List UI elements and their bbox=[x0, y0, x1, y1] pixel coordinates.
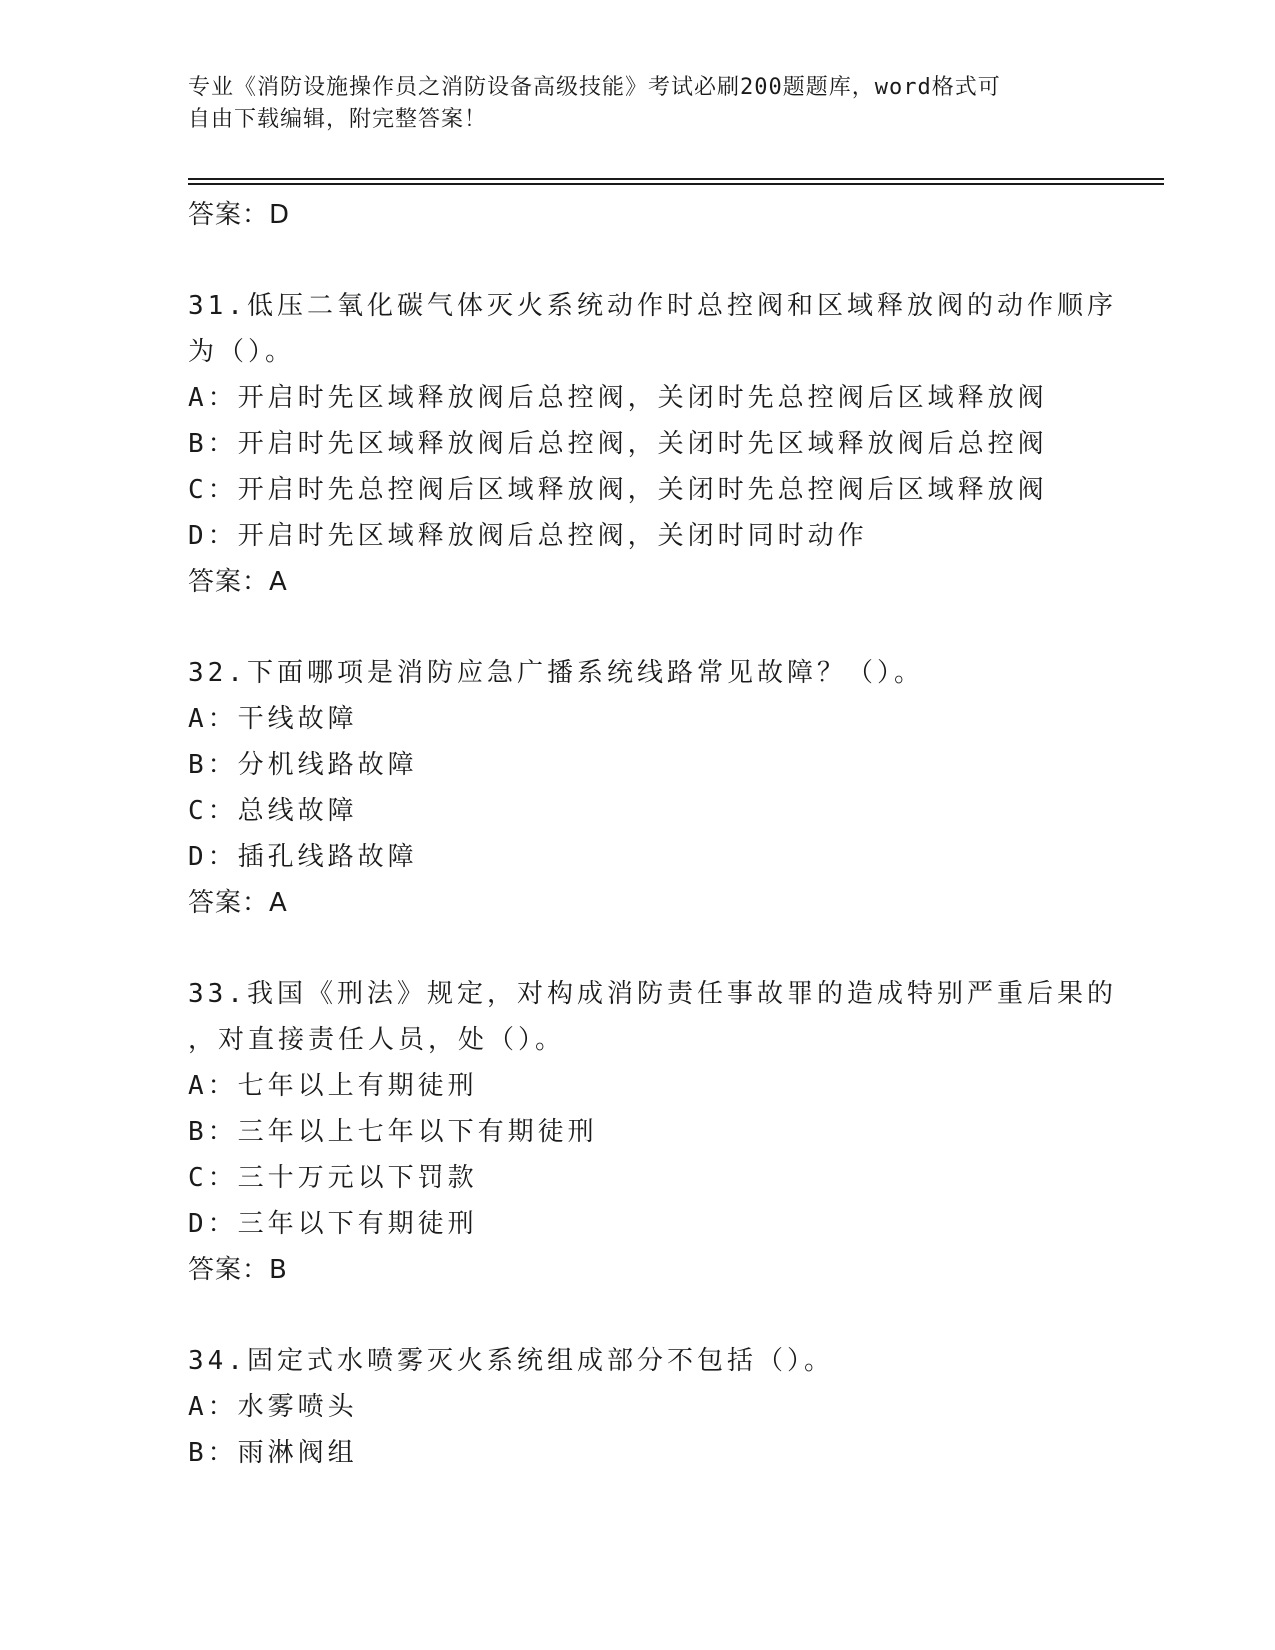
header-divider-top bbox=[188, 178, 1164, 180]
option-a: A：水雾喷头 bbox=[188, 1392, 358, 1422]
option-d: D：三年以下有期徒刑 bbox=[188, 1209, 478, 1239]
option-a: A：七年以上有期徒刑 bbox=[188, 1071, 478, 1101]
question-block bbox=[188, 283, 1138, 605]
question-stem: 为（）。 bbox=[188, 337, 296, 367]
spacer bbox=[188, 605, 1138, 650]
option-b: B：开启时先区域释放阀后总控阀，关闭时先区域释放阀后总控阀 bbox=[188, 429, 1048, 459]
question-stem: 34.固定式水喷雾灭火系统组成部分不包括（）。 bbox=[188, 1346, 834, 1376]
question-block bbox=[188, 1338, 1138, 1476]
answer-line: 答案：D bbox=[188, 200, 291, 230]
answer-line: 答案：A bbox=[188, 567, 288, 597]
option-a: A：干线故障 bbox=[188, 704, 358, 734]
answer-line: 答案：A bbox=[188, 888, 288, 918]
option-a: A：开启时先区域释放阀后总控阀，关闭时先总控阀后区域释放阀 bbox=[188, 383, 1048, 413]
answer-line: 答案：B bbox=[188, 1255, 288, 1285]
spacer bbox=[188, 926, 1138, 971]
option-b: B：分机线路故障 bbox=[188, 750, 418, 780]
option-c: C：三十万元以下罚款 bbox=[188, 1163, 478, 1193]
option-c: C：开启时先总控阀后区域释放阀，关闭时先总控阀后区域释放阀 bbox=[188, 475, 1048, 505]
question-list bbox=[188, 192, 1138, 1476]
question-stem: 32.下面哪项是消防应急广播系统线路常见故障？（）。 bbox=[188, 658, 924, 688]
question-stem: 33.我国《刑法》规定，对构成消防责任事故罪的造成特别严重后果的 bbox=[188, 979, 1117, 1009]
header-divider-bottom bbox=[188, 183, 1164, 185]
question-stem: 31.低压二氧化碳气体灭火系统动作时总控阀和区域释放阀的动作顺序 bbox=[188, 291, 1117, 321]
question-block bbox=[188, 971, 1138, 1293]
option-d: D：插孔线路故障 bbox=[188, 842, 418, 872]
option-d: D：开启时先区域释放阀后总控阀，关闭时同时动作 bbox=[188, 521, 868, 551]
document-header bbox=[188, 72, 1088, 136]
option-c: C：总线故障 bbox=[188, 796, 358, 826]
header-line-2: 自由下载编辑，附完整答案！ bbox=[188, 107, 488, 132]
question-stem: ，对直接责任人员，处（）。 bbox=[188, 1025, 566, 1055]
header-line-1: 专业《消防设施操作员之消防设备高级技能》考试必刷200题题库，word格式可 bbox=[188, 75, 1001, 100]
spacer bbox=[188, 1293, 1138, 1338]
spacer bbox=[188, 238, 1138, 283]
option-b: B：三年以上七年以下有期徒刑 bbox=[188, 1117, 598, 1147]
option-b: B：雨淋阀组 bbox=[188, 1438, 358, 1468]
question-block bbox=[188, 650, 1138, 926]
